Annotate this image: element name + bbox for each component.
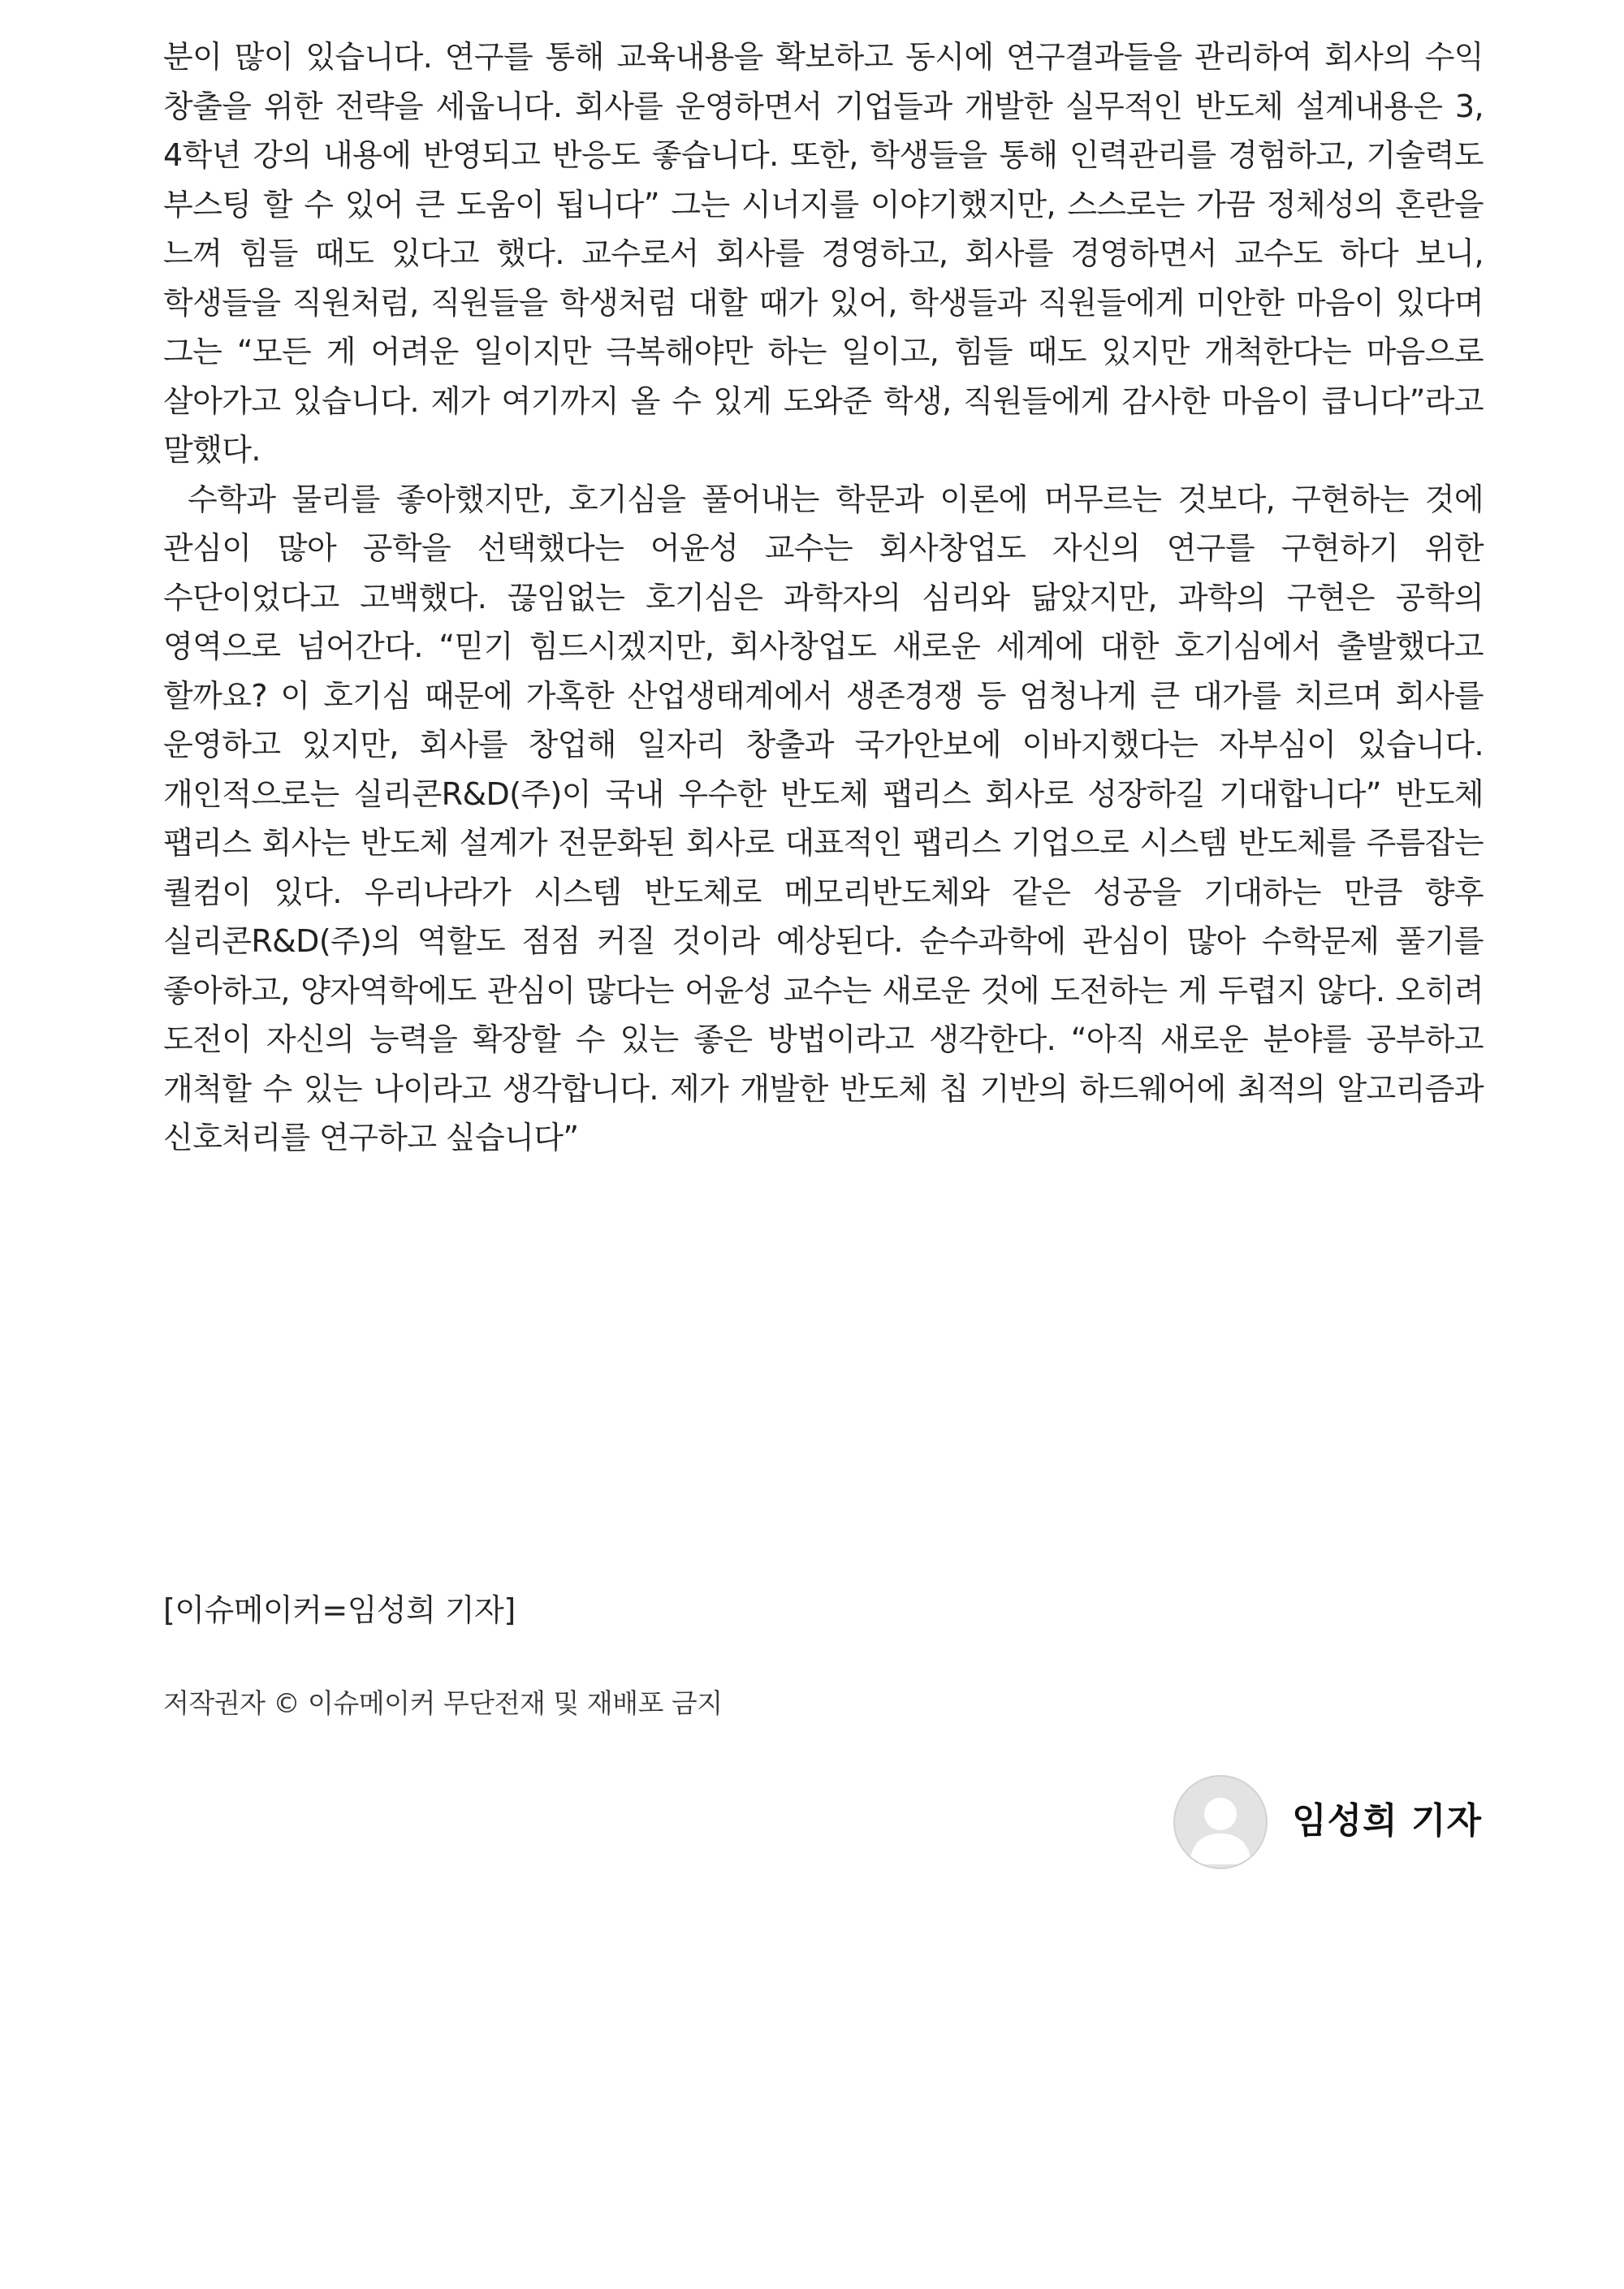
copyright-notice: 저작권자 © 이슈메이커 무단전재 및 재배포 금지: [163, 1687, 723, 1719]
reporter-name[interactable]: 임성희 기자: [1292, 1800, 1482, 1842]
default-user-avatar-icon[interactable]: [1173, 1775, 1268, 1869]
article-paragraph: 분이 많이 있습니다. 연구를 통해 교육내용을 확보하고 동시에 연구결과들을 관리하여 회사의 수익 창출을 위한 전략을 세웁니다. 회사를 운영하면서 기업들과 개발한 실무적인 반도체 설계내용은 3, 4학년 강의 내용에 반영되고 반응도 좋습니다. 또한, 학생들을 통해 인력관리를 경험하고, 기술력도 부스팅 할 수 있어 큰 도움이 됩니다” 그는 시너지를 이야기했지만, 스스로는 가끔 정체성의 혼란을 느껴 힘들 때도 있다고 했다. 교수로서 회사를 경영하고, 회사를 경영하면서 교수도 하다 보니, 학생들을 직원처럼, 직원들을 학생처럼 대할 때가 있어, 학생들과 직원들에게 미안한 마음이 있다며 그는 “모든 게 어려운 일이지만 극복해야만 하는 일이고, 힘들 때도 있지만 개척한다는 마음으로 살아가고 있습니다. 제가 여기까지 올 수 있게 도와준 학생, 직원들에게 감사한 마음이 큽니다”라고 말했다.: [163, 39, 1484, 468]
user-silhouette-icon: [1175, 1777, 1266, 1868]
article-paragraph: 수학과 물리를 좋아했지만, 호기심을 풀어내는 학문과 이론에 머무르는 것보다, 구현하는 것에 관심이 많아 공학을 선택했다는 어윤성 교수는 회사창업도 자신의 연구를 구현하기 위한 수단이었다고 고백했다. 끊임없는 호기심은 과학자의 심리와 닮았지만, 과학의 구현은 공학의 영역으로 넘어간다. “믿기 힘드시겠지만, 회사창업도 새로운 세계에 대한 호기심에서 출발했다고 할까요? 이 호기심 때문에 가혹한 산업생태계에서 생존경쟁 등 엄청나게 큰 대가를 치르며 회사를 운영하고 있지만, 회사를 창업해 일자리 창출과 국가안보에 이바지했다는 자부심이 있습니다. 개인적으로는 실리콘R&D(주)이 국내 우수한 반도체 팹리스 회사로 성장하길 기대합니다” 반도체 팹리스 회사는 반도체 설계가 전문화된 회사로 대표적인 팹리스 기업으로 시스템 반도체를 주름잡는 퀄컴이 있다. 우리나라가 시스템 반도체로 메모리반도체와 같은 성공을 기대하는 만큼 향후 실리콘R&D(주)의 역할도 점점 커질 것이라 예상된다. 순수과학에 관심이 많아 수학문제 풀기를 좋아하고, 양자역학에도 관심이 많다는 어윤성 교수는 새로운 것에 도전하는 게 두렵지 않다. 오히려 도전이 자신의 능력을 확장할 수 있는 좋은 방법이라고 생각한다. “아직 새로운 분야를 공부하고 개척할 수 있는 나이라고 생각합니다. 제가 개발한 반도체 칩 기반의 하드웨어에 최적의 알고리즘과 신호처리를 연구하고 싶습니다”: [163, 481, 1484, 1155]
reporter-card[interactable]: [1173, 1773, 1482, 1871]
article-body: [163, 32, 1484, 1163]
article-byline: [이슈메이커=임성희 기자]: [163, 1592, 516, 1628]
